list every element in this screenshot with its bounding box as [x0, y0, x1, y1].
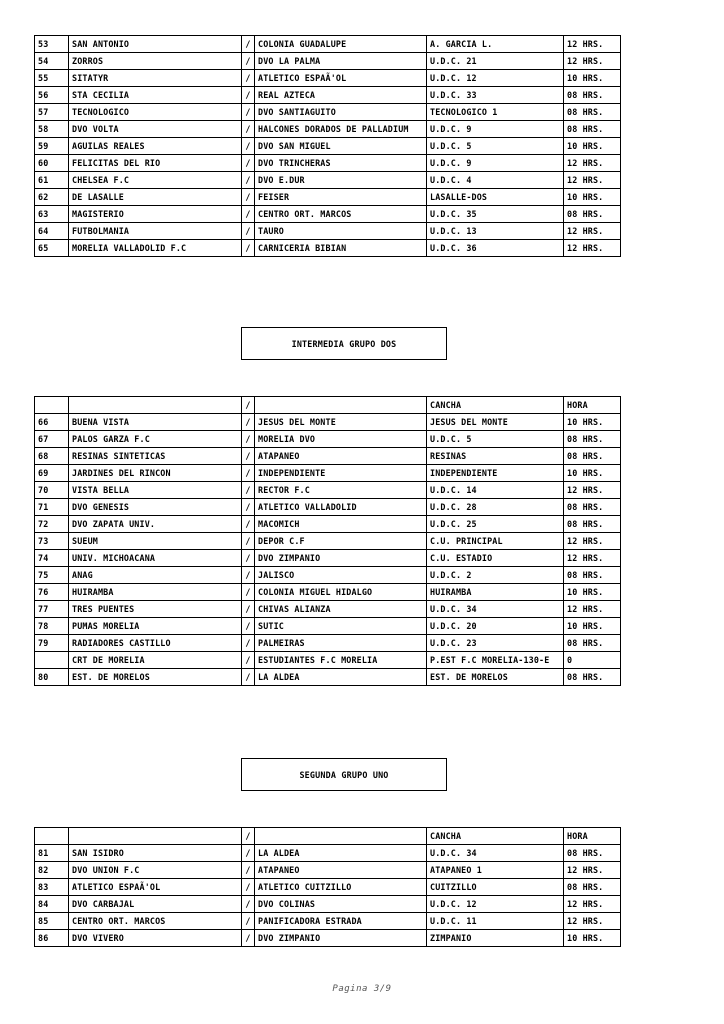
versus-separator: / [242, 155, 255, 172]
kickoff-time: 12 HRS. [564, 896, 621, 913]
home-team: SAN ANTONIO [69, 36, 242, 53]
venue: U.D.C. 35 [427, 206, 564, 223]
versus-separator: / [242, 223, 255, 240]
table-row [35, 240, 621, 257]
match-number: 65 [35, 240, 69, 257]
away-team: ATAPANEO [255, 448, 427, 465]
versus-separator: / [242, 206, 255, 223]
match-number: 86 [35, 930, 69, 947]
table-row [35, 930, 621, 947]
home-team: BUENA VISTA [69, 414, 242, 431]
versus-separator: / [242, 104, 255, 121]
venue: U.D.C. 28 [427, 499, 564, 516]
table-row [35, 70, 621, 87]
home-team: DVO CARBAJAL [69, 896, 242, 913]
table-row [35, 635, 621, 652]
kickoff-time: 0 [564, 652, 621, 669]
kickoff-time: 08 HRS. [564, 879, 621, 896]
away-team: ATAPANEO [255, 862, 427, 879]
away-team: SUTIC [255, 618, 427, 635]
page-footer: Pagina 3/9 [332, 984, 392, 994]
venue: U.D.C. 34 [427, 845, 564, 862]
kickoff-time: 12 HRS. [564, 240, 621, 257]
table-row [35, 567, 621, 584]
venue: U.D.C. 5 [427, 431, 564, 448]
versus-separator: / [242, 397, 255, 414]
match-number: 53 [35, 36, 69, 53]
kickoff-time: 12 HRS. [564, 601, 621, 618]
venue: CANCHA [427, 828, 564, 845]
table-row [35, 482, 621, 499]
versus-separator: / [242, 70, 255, 87]
away-team: ATLETICO VALLADOLID [255, 499, 427, 516]
venue: LASALLE-DOS [427, 189, 564, 206]
away-team: JALISCO [255, 567, 427, 584]
away-team: TAURO [255, 223, 427, 240]
match-number: 81 [35, 845, 69, 862]
match-number: 66 [35, 414, 69, 431]
versus-separator: / [242, 36, 255, 53]
group-title-intermedia-dos: INTERMEDIA GRUPO DOS [241, 327, 447, 360]
away-team: DVO TRINCHERAS [255, 155, 427, 172]
table-row [35, 414, 621, 431]
away-team: CHIVAS ALIANZA [255, 601, 427, 618]
table-row [35, 879, 621, 896]
home-team: CENTRO ORT. MARCOS [69, 913, 242, 930]
match-number [35, 652, 69, 669]
match-number: 62 [35, 189, 69, 206]
home-team: DVO ZAPATA UNIV. [69, 516, 242, 533]
kickoff-time: 12 HRS. [564, 172, 621, 189]
kickoff-time: 10 HRS. [564, 414, 621, 431]
match-number: 78 [35, 618, 69, 635]
venue: INDEPENDIENTE [427, 465, 564, 482]
home-team: AGUILAS REALES [69, 138, 242, 155]
kickoff-time: 08 HRS. [564, 516, 621, 533]
away-team: DEPOR C.F [255, 533, 427, 550]
home-team: RADIADORES CASTILLO [69, 635, 242, 652]
home-team: UNIV. MICHOACANA [69, 550, 242, 567]
versus-separator: / [242, 879, 255, 896]
table-row [35, 121, 621, 138]
table-header-row [35, 397, 621, 414]
match-number: 82 [35, 862, 69, 879]
away-team: MACOMICH [255, 516, 427, 533]
away-team: COLONIA GUADALUPE [255, 36, 427, 53]
table-row [35, 189, 621, 206]
home-team: HUIRAMBA [69, 584, 242, 601]
kickoff-time: 08 HRS. [564, 431, 621, 448]
home-team: DVO VIVERO [69, 930, 242, 947]
away-team: DVO LA PALMA [255, 53, 427, 70]
kickoff-time: 12 HRS. [564, 550, 621, 567]
match-number: 57 [35, 104, 69, 121]
match-number: 67 [35, 431, 69, 448]
away-team: DVO E.DUR [255, 172, 427, 189]
venue: U.D.C. 34 [427, 601, 564, 618]
match-number: 56 [35, 87, 69, 104]
venue: ZIMPANIO [427, 930, 564, 947]
group-title-segunda-uno: SEGUNDA GRUPO UNO [241, 758, 447, 791]
kickoff-time: 10 HRS. [564, 465, 621, 482]
venue: U.D.C. 23 [427, 635, 564, 652]
match-number [35, 397, 69, 414]
match-number: 76 [35, 584, 69, 601]
versus-separator: / [242, 635, 255, 652]
versus-separator: / [242, 533, 255, 550]
venue: U.D.C. 12 [427, 896, 564, 913]
table-row [35, 104, 621, 121]
venue: JESUS DEL MONTE [427, 414, 564, 431]
table-row [35, 155, 621, 172]
versus-separator: / [242, 652, 255, 669]
venue: P.EST F.C MORELIA-130-E [427, 652, 564, 669]
kickoff-time: 12 HRS. [564, 155, 621, 172]
match-number: 84 [35, 896, 69, 913]
match-number: 72 [35, 516, 69, 533]
versus-separator: / [242, 87, 255, 104]
home-team: DVO GENESIS [69, 499, 242, 516]
venue: U.D.C. 12 [427, 70, 564, 87]
venue: C.U. PRINCIPAL [427, 533, 564, 550]
home-team: TRES PUENTES [69, 601, 242, 618]
away-team: RECTOR F.C [255, 482, 427, 499]
away-team: LA ALDEA [255, 669, 427, 686]
table-row [35, 533, 621, 550]
kickoff-time: HORA [564, 397, 621, 414]
venue: U.D.C. 25 [427, 516, 564, 533]
table-row [35, 913, 621, 930]
venue: U.D.C. 5 [427, 138, 564, 155]
away-team: PANIFICADORA ESTRADA [255, 913, 427, 930]
match-number: 68 [35, 448, 69, 465]
venue: EST. DE MORELOS [427, 669, 564, 686]
table-row [35, 138, 621, 155]
venue: U.D.C. 11 [427, 913, 564, 930]
kickoff-time: 08 HRS. [564, 499, 621, 516]
versus-separator: / [242, 482, 255, 499]
match-number: 71 [35, 499, 69, 516]
match-number: 77 [35, 601, 69, 618]
versus-separator: / [242, 584, 255, 601]
kickoff-time: HORA [564, 828, 621, 845]
versus-separator: / [242, 913, 255, 930]
away-team: MORELIA DVO [255, 431, 427, 448]
kickoff-time: 12 HRS. [564, 223, 621, 240]
match-number: 83 [35, 879, 69, 896]
table-row [35, 584, 621, 601]
versus-separator: / [242, 414, 255, 431]
versus-separator: / [242, 516, 255, 533]
away-team: DVO SANTIAGUITO [255, 104, 427, 121]
kickoff-time: 10 HRS. [564, 189, 621, 206]
away-team: INDEPENDIENTE [255, 465, 427, 482]
venue: U.D.C. 9 [427, 121, 564, 138]
match-number: 61 [35, 172, 69, 189]
versus-separator: / [242, 240, 255, 257]
table-row [35, 652, 621, 669]
venue: U.D.C. 4 [427, 172, 564, 189]
match-number: 85 [35, 913, 69, 930]
home-team: FELICITAS DEL RIO [69, 155, 242, 172]
table-row [35, 53, 621, 70]
home-team: FUTBOLMANIA [69, 223, 242, 240]
kickoff-time: 08 HRS. [564, 635, 621, 652]
home-team: SAN ISIDRO [69, 845, 242, 862]
kickoff-time: 08 HRS. [564, 845, 621, 862]
home-team: EST. DE MORELOS [69, 669, 242, 686]
versus-separator: / [242, 172, 255, 189]
table-row [35, 669, 621, 686]
match-number [35, 828, 69, 845]
away-team [255, 397, 427, 414]
home-team: MORELIA VALLADOLID F.C [69, 240, 242, 257]
versus-separator: / [242, 550, 255, 567]
match-number: 54 [35, 53, 69, 70]
home-team: ANAG [69, 567, 242, 584]
versus-separator: / [242, 567, 255, 584]
venue: C.U. ESTADIO [427, 550, 564, 567]
match-number: 55 [35, 70, 69, 87]
match-number: 75 [35, 567, 69, 584]
away-team: ESTUDIANTES F.C MORELIA [255, 652, 427, 669]
match-number: 69 [35, 465, 69, 482]
versus-separator: / [242, 53, 255, 70]
venue: U.D.C. 13 [427, 223, 564, 240]
kickoff-time: 12 HRS. [564, 533, 621, 550]
away-team: REAL AZTECA [255, 87, 427, 104]
table-row [35, 499, 621, 516]
away-team: CENTRO ORT. MARCOS [255, 206, 427, 223]
versus-separator: / [242, 930, 255, 947]
venue: U.D.C. 20 [427, 618, 564, 635]
match-number: 64 [35, 223, 69, 240]
away-team: FEISER [255, 189, 427, 206]
venue: U.D.C. 21 [427, 53, 564, 70]
match-number: 60 [35, 155, 69, 172]
away-team: ATLETICO CUITZILLO [255, 879, 427, 896]
away-team: DVO ZIMPANIO [255, 930, 427, 947]
venue: U.D.C. 2 [427, 567, 564, 584]
venue: HUIRAMBA [427, 584, 564, 601]
kickoff-time: 08 HRS. [564, 121, 621, 138]
home-team: ATLETICO ESPAÃ'OL [69, 879, 242, 896]
home-team: TECNOLOGICO [69, 104, 242, 121]
home-team: JARDINES DEL RINCON [69, 465, 242, 482]
home-team: SITATYR [69, 70, 242, 87]
away-team: JESUS DEL MONTE [255, 414, 427, 431]
fixture-table-segunda-uno [34, 827, 621, 947]
kickoff-time: 08 HRS. [564, 87, 621, 104]
versus-separator: / [242, 845, 255, 862]
home-team: CHELSEA F.C [69, 172, 242, 189]
kickoff-time: 08 HRS. [564, 448, 621, 465]
table-row [35, 862, 621, 879]
table-row [35, 896, 621, 913]
kickoff-time: 10 HRS. [564, 618, 621, 635]
away-team [255, 828, 427, 845]
home-team: CRT DE MORELIA [69, 652, 242, 669]
kickoff-time: 08 HRS. [564, 567, 621, 584]
venue: U.D.C. 33 [427, 87, 564, 104]
table-row [35, 465, 621, 482]
fixture-table-intermedia-dos [34, 396, 621, 686]
versus-separator: / [242, 121, 255, 138]
table-row [35, 516, 621, 533]
match-number: 63 [35, 206, 69, 223]
kickoff-time: 08 HRS. [564, 206, 621, 223]
home-team: PUMAS MORELIA [69, 618, 242, 635]
home-team: STA CECILIA [69, 87, 242, 104]
table-row [35, 36, 621, 53]
versus-separator: / [242, 601, 255, 618]
home-team: PALOS GARZA F.C [69, 431, 242, 448]
kickoff-time: 12 HRS. [564, 36, 621, 53]
table-row [35, 448, 621, 465]
away-team: COLONIA MIGUEL HIDALGO [255, 584, 427, 601]
match-number: 73 [35, 533, 69, 550]
match-number: 59 [35, 138, 69, 155]
home-team: VISTA BELLA [69, 482, 242, 499]
versus-separator: / [242, 448, 255, 465]
home-team: DE LASALLE [69, 189, 242, 206]
table-row [35, 223, 621, 240]
table-header-row [35, 828, 621, 845]
away-team: DVO COLINAS [255, 896, 427, 913]
versus-separator: / [242, 669, 255, 686]
table-row [35, 550, 621, 567]
table-row [35, 618, 621, 635]
away-team: HALCONES DORADOS DE PALLADIUM [255, 121, 427, 138]
fixture-table-intermedia-uno [34, 35, 621, 257]
venue: CANCHA [427, 397, 564, 414]
away-team: DVO SAN MIGUEL [255, 138, 427, 155]
versus-separator: / [242, 465, 255, 482]
kickoff-time: 12 HRS. [564, 53, 621, 70]
match-number: 70 [35, 482, 69, 499]
versus-separator: / [242, 618, 255, 635]
away-team: ATLETICO ESPAÃ'OL [255, 70, 427, 87]
venue: ATAPANEO 1 [427, 862, 564, 879]
match-number: 58 [35, 121, 69, 138]
match-number: 80 [35, 669, 69, 686]
home-team [69, 397, 242, 414]
kickoff-time: 08 HRS. [564, 104, 621, 121]
venue: RESINAS [427, 448, 564, 465]
home-team [69, 828, 242, 845]
kickoff-time: 12 HRS. [564, 862, 621, 879]
kickoff-time: 12 HRS. [564, 482, 621, 499]
table-row [35, 431, 621, 448]
venue: U.D.C. 14 [427, 482, 564, 499]
versus-separator: / [242, 896, 255, 913]
kickoff-time: 10 HRS. [564, 138, 621, 155]
versus-separator: / [242, 138, 255, 155]
table-row [35, 172, 621, 189]
table-row [35, 87, 621, 104]
venue: TECNOLOGICO 1 [427, 104, 564, 121]
kickoff-time: 10 HRS. [564, 930, 621, 947]
kickoff-time: 08 HRS. [564, 669, 621, 686]
versus-separator: / [242, 499, 255, 516]
venue: U.D.C. 36 [427, 240, 564, 257]
match-number: 79 [35, 635, 69, 652]
table-row [35, 845, 621, 862]
away-team: CARNICERIA BIBIAN [255, 240, 427, 257]
home-team: DVO UNION F.C [69, 862, 242, 879]
kickoff-time: 10 HRS. [564, 70, 621, 87]
kickoff-time: 10 HRS. [564, 584, 621, 601]
versus-separator: / [242, 431, 255, 448]
versus-separator: / [242, 862, 255, 879]
venue: U.D.C. 9 [427, 155, 564, 172]
table-row [35, 601, 621, 618]
away-team: DVO ZIMPANIO [255, 550, 427, 567]
home-team: RESINAS SINTETICAS [69, 448, 242, 465]
away-team: PALMEIRAS [255, 635, 427, 652]
venue: CUITZILLO [427, 879, 564, 896]
home-team: DVO VOLTA [69, 121, 242, 138]
kickoff-time: 12 HRS. [564, 913, 621, 930]
home-team: MAGISTERIO [69, 206, 242, 223]
home-team: SUEUM [69, 533, 242, 550]
away-team: LA ALDEA [255, 845, 427, 862]
table-row [35, 206, 621, 223]
match-number: 74 [35, 550, 69, 567]
versus-separator: / [242, 189, 255, 206]
venue: A. GARCIA L. [427, 36, 564, 53]
home-team: ZORROS [69, 53, 242, 70]
versus-separator: / [242, 828, 255, 845]
